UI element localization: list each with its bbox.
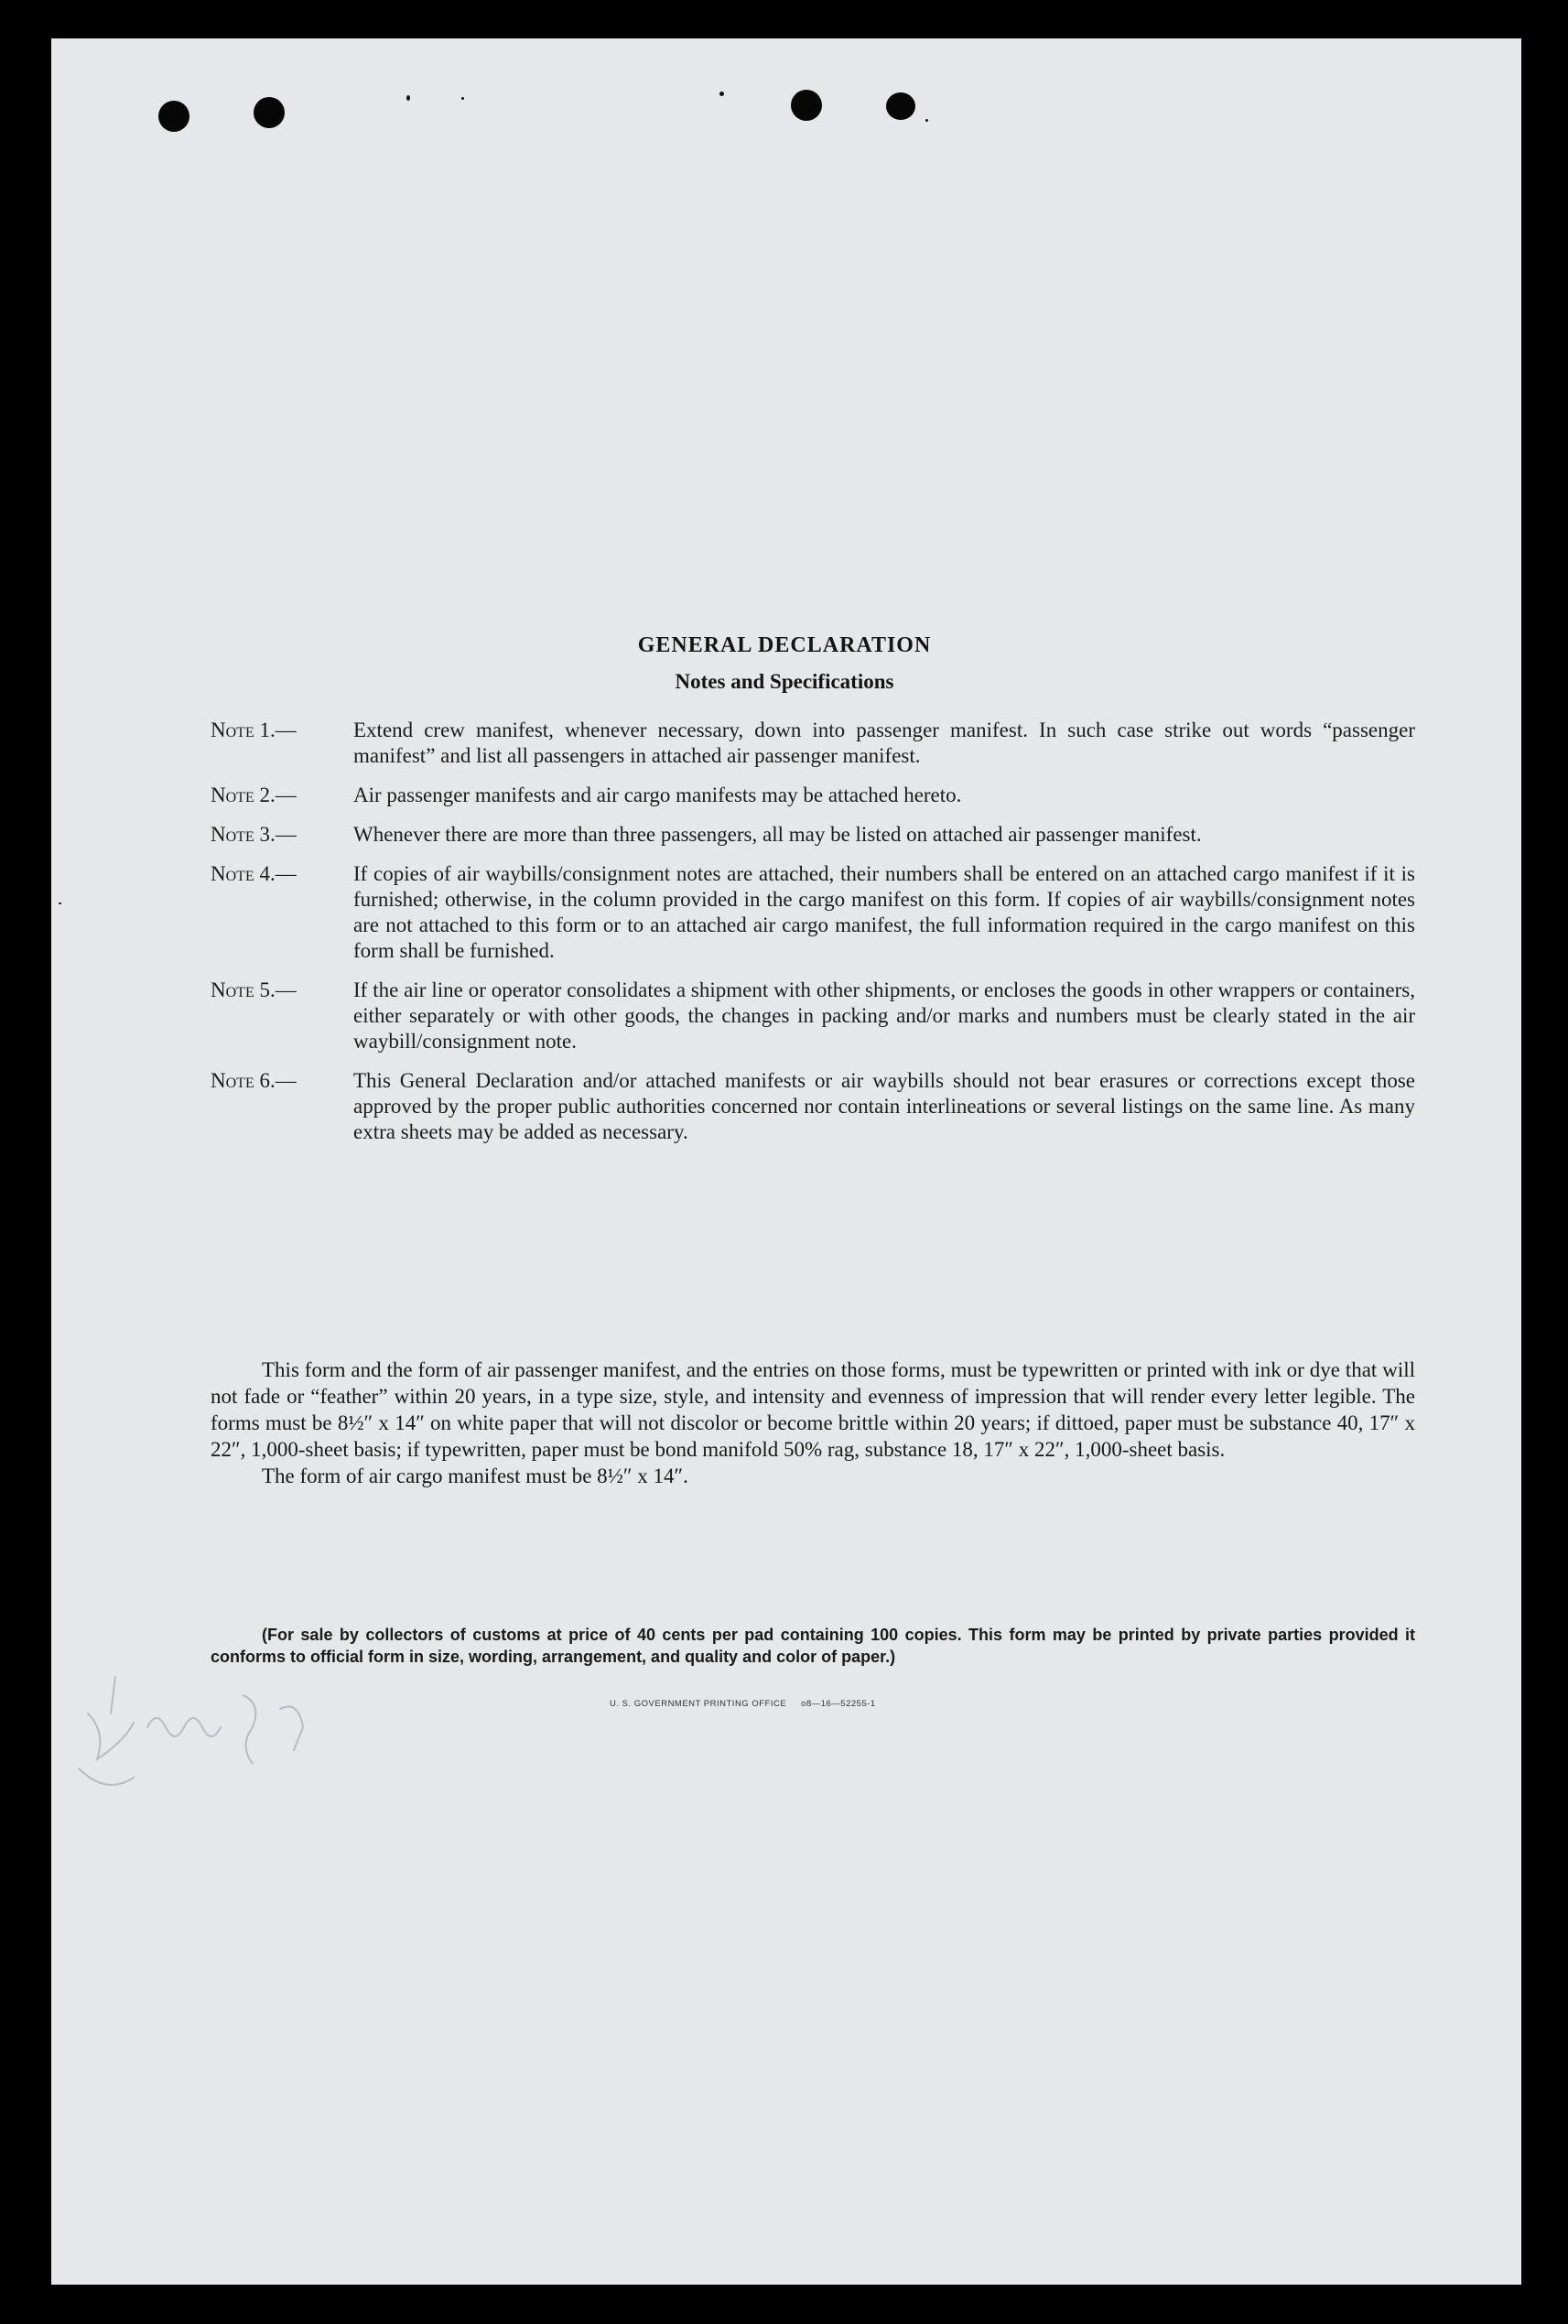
punch-hole-3 — [791, 90, 822, 121]
note-3: Note 3.— Whenever there are more than three passengers, all may be listed on attached air passenger manifest. — [211, 822, 1415, 848]
note-text: Whenever there are more than three passengers, all may be listed on attached air passenger manifest. — [353, 823, 1202, 846]
punch-hole-1 — [158, 101, 189, 132]
printing-office-imprint — [610, 1699, 876, 1709]
document-page — [51, 38, 1521, 2285]
note-text: If the air line or operator consolidates a shipment with other shipments, or encloses the goods in other wrappers or containers, either separately or with other goods, the changes in packing and/or marks and numbers must be clearly stated in the air waybill/consignment note. — [353, 978, 1415, 1053]
note-text: Air passenger manifests and air cargo manifests may be attached hereto. — [353, 784, 962, 806]
speck — [406, 95, 410, 101]
note-label: Note 1. — [211, 719, 276, 741]
speck — [461, 97, 464, 100]
document-title: GENERAL DECLARATION — [637, 633, 932, 657]
note-label: Note 4. — [211, 862, 276, 885]
note-text: Extend crew manifest, whenever necessary, down into passenger manifest. In such case strike out words “passenger manifest” and list all passengers in attached air passenger manifest. — [353, 719, 1415, 767]
note-text: If copies of air waybills/consignment notes are attached, their numbers shall be entered on an attached cargo manifest if it is furnished; otherwise, in the column provided in the cargo manifest on this form. If copies of air waybills/consignment notes are not attached to this form or to an attached air cargo manifest, the full information required in the cargo manifest on this form shall be furnished. — [353, 862, 1415, 962]
note-label: Note 3. — [211, 823, 276, 846]
printer-name: U. S. GOVERNMENT PRINTING OFFICE — [610, 1699, 787, 1709]
bleed-through-handwriting — [70, 1659, 326, 1796]
punch-hole-2 — [254, 97, 285, 128]
note-text: This General Declaration and/or attached manifests or air waybills should not bear erasures or corrections except those approved by the proper public authorities concerned nor contain interlineations or several listings on the same line. As many extra sheets may be added as necessary. — [353, 1069, 1415, 1143]
note-6: Note 6.— This General Declaration and/or attached manifests or air waybills should not bear erasures or corrections except those approved by the proper public authorities concerned nor contain interlineations or several listings on the same line. As many extra sheets may be added as necessary. — [211, 1069, 1415, 1143]
form-code: o8—16—52255-1 — [801, 1699, 876, 1709]
paper-specification-paragraph: This form and the form of air passenger manifest, and the entries on those forms, must be typewritten or printed with ink or dye that will not fade or “feather” within 20 years, in a type size, style, and intensity and evenness of impression that will render every letter legible. The forms must be 8½″ x 14″ on white paper that will not discolor or become brittle within 20 years; if dittoed, paper must be substance 40, 17″ x 22″, 1,000-sheet basis; if typewritten, paper must be bond manifold 50% rag, substance 18, 17″ x 22″, 1,000-sheet basis. — [211, 1358, 1415, 1461]
specifications-body — [211, 1357, 1415, 1489]
speck — [719, 92, 724, 96]
note-2: Note 2.— Air passenger manifests and air cargo manifests may be attached hereto. — [211, 783, 1415, 808]
speck — [925, 119, 928, 122]
note-5: Note 5.— If the air line or operator consolidates a shipment with other shipments, or encloses the goods in other wrappers or containers, either separately or with other goods, the changes in packing and/or marks and numbers must be clearly stated in the air waybill/consignment note. — [211, 978, 1415, 1053]
document-subtitle: Notes and Specifications — [675, 670, 894, 693]
speck — [59, 903, 61, 904]
note-4: Note 4.— If copies of air waybills/consignment notes are attached, their numbers shall be entered on an attached cargo manifest if it is furnished; otherwise, in the column provided in the cargo manifest on this form. If copies of air waybills/consignment notes are not attached to this form or to an attached air cargo manifest, the full information required in the cargo manifest on this form shall be furnished. — [211, 862, 1415, 962]
cargo-manifest-size-paragraph: The form of air cargo manifest must be 8½″ x 14″. — [262, 1465, 688, 1487]
note-label: Note 6. — [211, 1069, 276, 1092]
note-1: Note 1.— Extend crew manifest, whenever necessary, down into passenger manifest. In such case strike out words “passenger manifest” and list all passengers in attached air passenger manifest. — [211, 719, 1415, 767]
notes-list — [211, 718, 1415, 1159]
sale-note: (For sale by collectors of customs at price of 40 cents per pad containing 100 copies. This form may be printed by private parties provided it conforms to official form in size, wording, arrangement, and quality and color of paper.) — [211, 1626, 1415, 1666]
punch-hole-4 — [886, 92, 915, 120]
note-label: Note 5. — [211, 978, 276, 1001]
note-label: Note 2. — [211, 784, 276, 806]
